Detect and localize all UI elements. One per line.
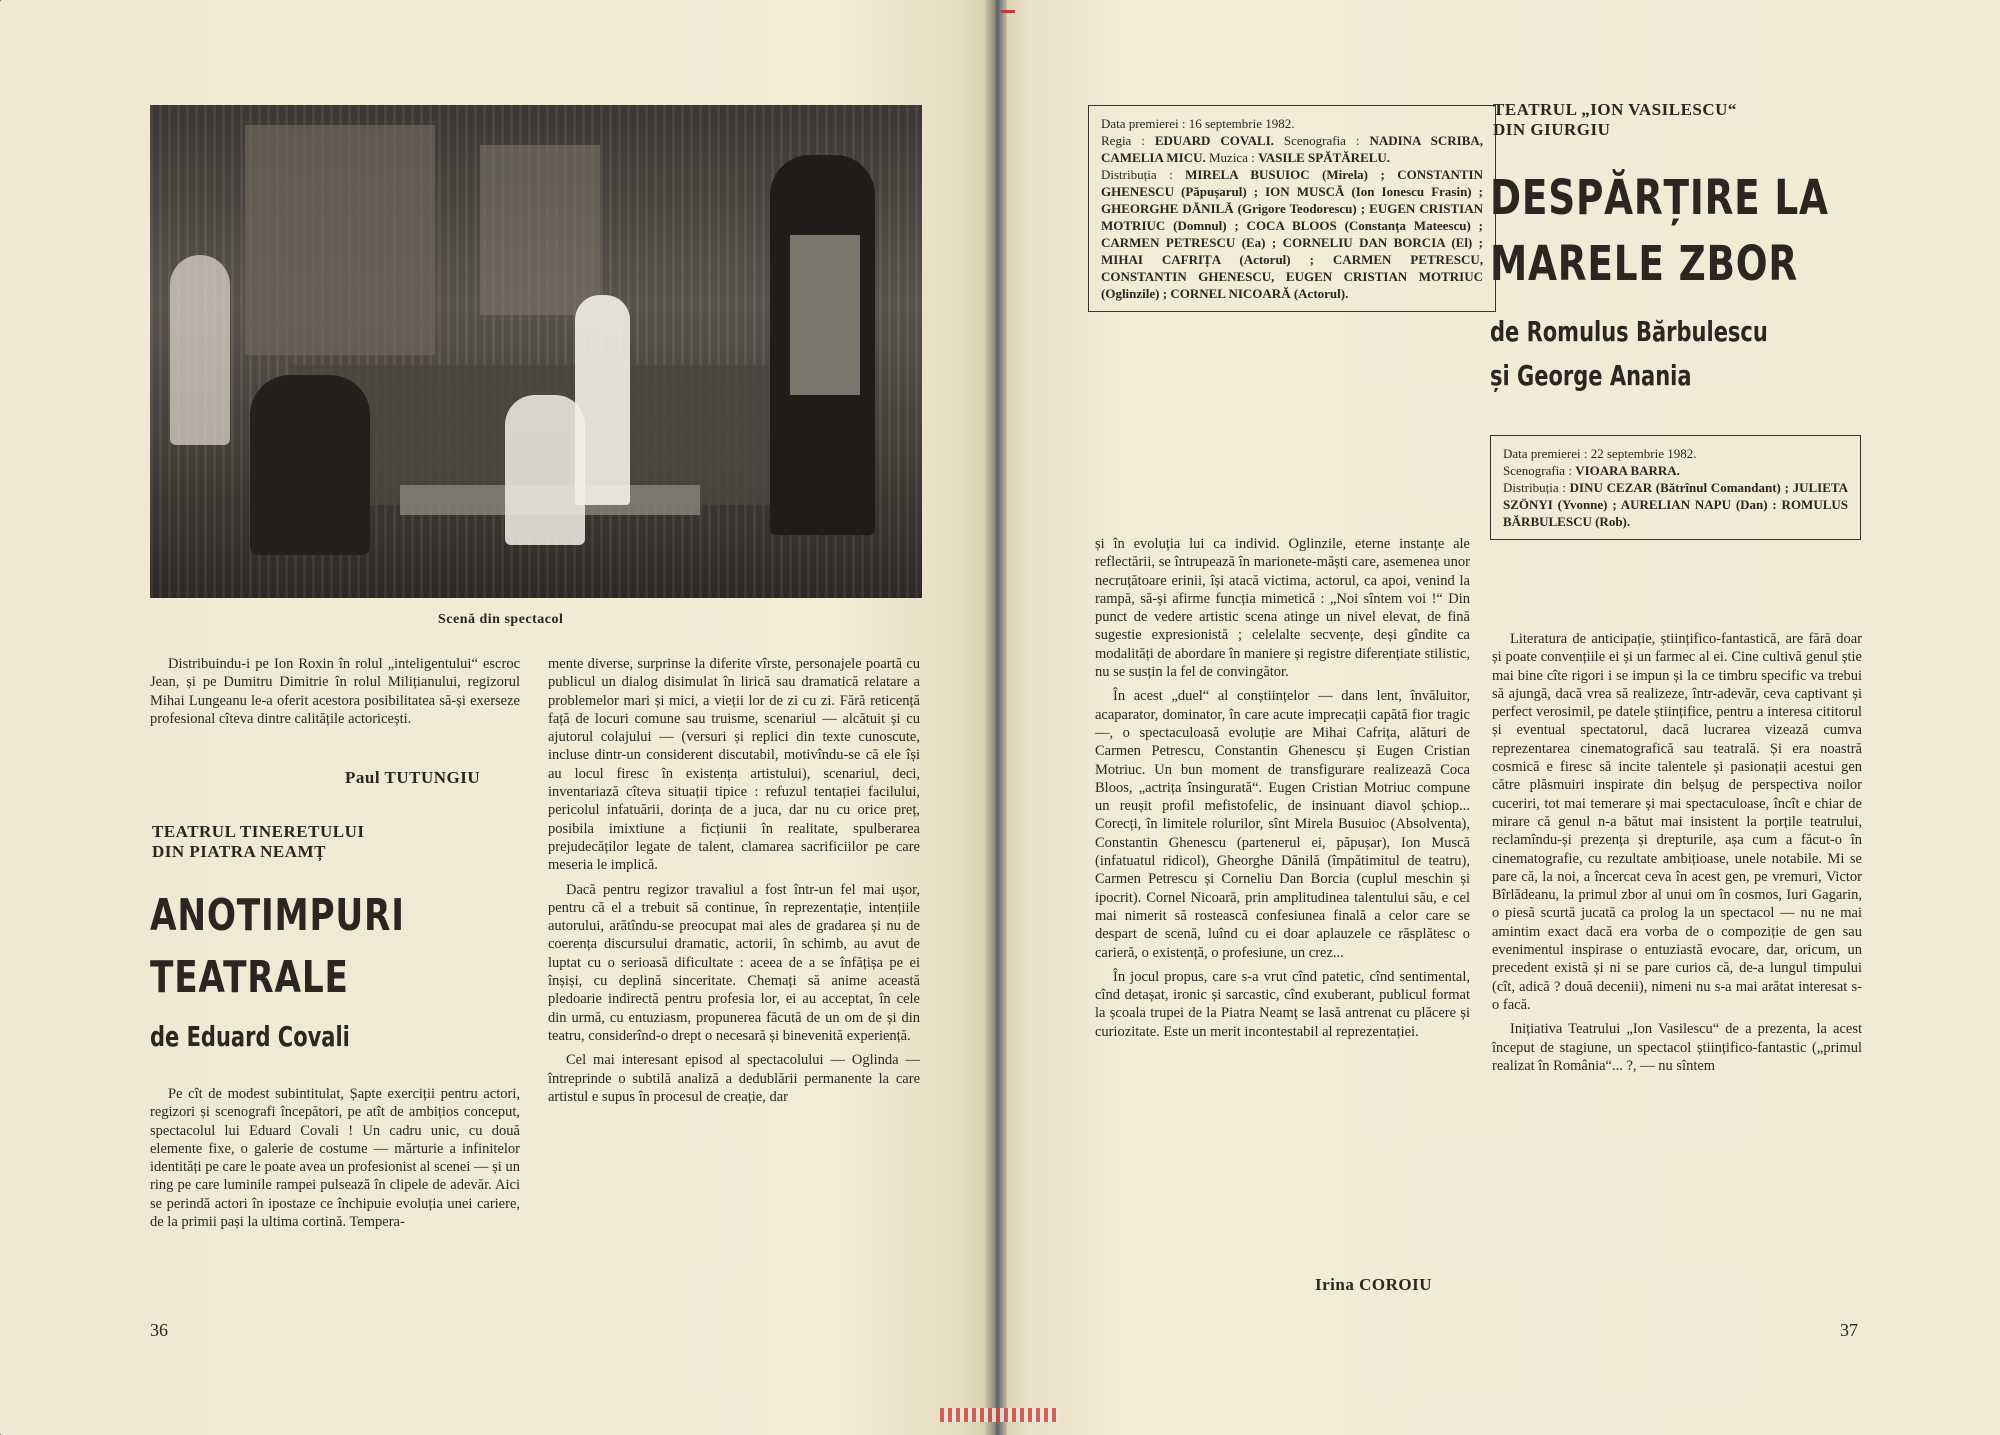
article2-column [1492,630,1862,1081]
title-line-1: ANOTIMPURI [150,890,405,941]
theatre-line-2: DIN PIATRA NEAMȚ [152,842,326,861]
photo-caption: Scenă din spectacol [438,612,564,627]
theatre-line-1: TEATRUL TINERETULUI [152,822,365,841]
previous-review-text [150,655,520,734]
byline2-line-1: de Romulus Bărbulescu [1490,315,1768,348]
title2-line-1: DESPĂRȚIRE LA [1490,170,1829,226]
right-page [1000,0,2000,1435]
column-a-paragraph-3: În jocul propus, care s-a vrut cînd patetic, cînd sentimental, cînd detașat, ironic și sarcastic, cînd exuberant, publicul format la școala trupei de la Piatra Neamț se lasă antrenat cu plăcere și curiozitate. Este un merit incontestabil al reprezentației. [1095,968,1470,1040]
page-number-right: 37 [1840,1320,1858,1340]
review-author: Irina COROIU [1315,1275,1432,1294]
scene-photo [150,105,922,598]
credits-cast: Distribuția : MIRELA BUSUIOC (Mirela) ; CONSTANTIN GHENESCU (Păpușarul) ; ION MUSCĂ (Ion Ionescu Frasin) ; GHEORGHE DĂNILĂ (Grigore Teodorescu) ; EUGEN CRISTIAN MOTRIUC (Domnul) ; COCA BLOOS (Constanța Mateescu) ; CARMEN PETRESCU (Ea) ; CORNELIU DAN BORCIA (El) ; MIHAI CAFRIȚA (Actorul) ; CARMEN PETRESCU, CONSTANTIN GHENESCU, EUGEN CRISTIAN MOTRIUC (Oglinzile) ; CORNEL NICOARĂ (Actorul). [1101,167,1483,301]
column-a-paragraph-1: și în evoluția lui ca individ. Oglinzile, eterne instanțe ale reflectării, se întrupează în marionete-măști care, asemenea unor necruțătoare erinii, își atacă victima, actorul, ca apoi, venind la rampă, să-și afirme funcția mimetică : „Noi sîntem voi !“ Din punct de vedere artistic scena atinge un nivel elevat, de fină sugestie expresionistă ; celelalte secvențe, deși gîndite ca modalități de abordare în maniere și registre diferențiate stilistic, nu se susțin la fel de convingător. [1095,536,1470,681]
article-theatre-heading [152,822,364,862]
book-gutter [985,0,1007,1435]
article-column-1 [150,1085,520,1237]
previous-review-author: Paul TUTUNGIU [345,768,481,787]
title-line-2: TEATRALE [150,952,349,1003]
previous-review-paragraph: Distribuindu-i pe Ion Roxin în rolul „inteligentului“ escroc Jean, și pe Dumitru Dimitrie în rolul Milițianului, regizorul Mihai Lungeanu le-a oferit acestora posibilitatea să-și exerseze profesional cîteva dintre calitățile actoricești. [150,656,520,727]
article2-paragraph-1: Literatura de anticipație, științifico-fantastică, are fără doar și poate convențiile ei și un farmec al ei. Cine cultivă genul știe mai bine cîte rigori i se impun și la ce timbru specific va trebui să ajungă, dacă vrea să realizeze, într-adevăr, ceva captivant și perfect verosimil, pe datele științifice, pentru a interesa cititorul și eventual spectatorul, dacă lucrarea vizează cumva reprezentarea cinematografică sau teatrală. Și era noastră cosmică e firesc să incite talentele și pasionații acestui gen către plăsmuiri inspirate din belșug de perspectiva noilor cuceriri, tot mai temerare și mai spectaculoase, încît e chiar de mirare că genul n-a bătut mai insistent la porțile teatrului, reclamîndu-și prezența și drepturile, așa cum a făcut-o în cinematografie, cu rezultate ambițioase, unele notabile. Mi se pare că, la noi, a încercat ceva în acest gen, pe vremuri, Victor Bîrlădeanu, la primul zbor al unui om în cosmos, Iuri Gagarin, o piesă scurtă jucată ca prolog la un spectacol — nu ne mai amintim exact dacă era vorba de o compoziție de gen sau evenimentul inspirase o entuziastă evocare, dar, oricum, un precedent există și ni se pare curios că, de-a lungul timpului (cît, adică ? două decenii), nimeni nu s-a mai arătat interesat s-o facă. [1492,631,1862,1013]
column-1-paragraph: Pe cît de modest subintitulat, Șapte exerciții pentru actori, regizori și scenografi începători, pe atît de ambițios conceput, spectacolul lui Eduard Covali ! Un cadru unic, cu două elemente fixe, o galerie de costume — mărturie a infinitelor identități pe care le poate avea un profesionist al scenei — și un ring pe care luminile rampei pulsează în clipele de adevăr. Aici se perindă actori în ipostaze ce închipuie evoluția unei cariere, de la primii pași la ultima cortină. Tempera- [150,1086,520,1231]
column-2-paragraph-3: Cel mai interesant episod al spectacolului — Oglinda — întreprinde o subtilă analiză a dedublării permanente la care artistul e supus în procesul de creație, dar [548,1052,920,1105]
credits-regia: Regia : EDUARD COVALI. Scenografia : NADINA SCRIBA, CAMELIA MICU. Muzica : VASILE SPĂTĂRELU. [1101,133,1484,165]
article-title [150,885,405,1009]
column-a-paragraph-2: În acest „duel“ al conștiințelor — dans lent, învăluitor, acaparator, dominator, în care acute imprecații capătă fior tragic —, o spectaculoasă evoluție are Mihai Cafrița, alături de Carmen Petrescu, Constantin Ghenescu și Eugen Cristian Motriuc. Un bun moment de transfigurare realizează Coca Bloos, „actrița însingurată“. Eugen Cristian Motriuc compune un reușit profil mefistofelic, de insinuant diavol șchiop... Corecți, în limitele rolurilor, sînt Mirela Busuioc (Absolventa), Constantin Ghenescu (partenerul ei, păpușar), Ion Muscă (infatuatul ridicol), Gheorghe Dănilă (împătimitul de teatru), Carmen Petrescu și Corneliu Dan Borcia (cuplul meschin și ipocrit). Cornel Nicoară, prin amplitudinea talentului său, e cel mai nimerit să rostească confesiunea finală a celor care se despart de scenă, luînd cu ei doar aplauzele ce răsplătesc o carieră, o existență, o profesiune, un crez... [1095,688,1470,961]
column-2-paragraph-1: mente diverse, surprinse la diferite vîrste, personajele poartă cu publicul un dialog disimulat în lirică sau dramatică relatare a problemelor mari și mici, a vieții lor de zi cu zi. Fără reticență față de locuri comune sau truisme, scenariul — alcătuit și cu ajutorul colajului — (versuri și replici din texte cunoscute, incluse dintr-un considerent discutabil, motivîndu-se că ele își au locul firesc în existența artistului), scenariul, deci, inventariază cîteva situații tipice : refuzul tentației facilului, pericolul infatuării, dorința de a juca, dar nu cu orice preț, posibila imixtiune a ficțiunii în realitate, spulberarea prejudecăților legate de talent, clamarea sacrificiilor pe care meseria le implică. [548,656,920,874]
credits-date: Data premierei : 16 septembrie 1982. [1101,116,1295,131]
article2-byline [1490,310,1768,398]
article-column-2 [548,655,920,1112]
article2-theatre-heading [1493,100,1737,140]
article2-title [1490,165,1829,297]
credits2-date: Data premierei : 22 septembrie 1982. [1503,446,1697,461]
credits-box-1 [1088,105,1496,312]
credits2-sceno: Scenografia : VIOARA BARRA. [1503,463,1680,478]
review-column-a [1095,535,1470,1047]
left-page [0,0,992,1435]
theatre2-line-1: TEATRUL „ION VASILESCU“ [1493,100,1737,119]
column-2-paragraph-2: Dacă pentru regizor travaliul a fost într-un fel mai ușor, pentru că el a trebuit să continue, în reprezentație, intențiile autorului, arătîndu-se preocupat mai ales de gradarea și nu de coerența discursului dramatic, actorii, în schimb, au avut de luptat cu o serioasă dificultate : aceea de a se înfățișa pe ei înșiși, cu deplină sinceritate. Chemați să anime această pledoarie indirectă pentru profesia lor, ei au acceptat, în cele din urmă, cu entuziasm, propunerea făcută de un om de și din teatru, considerînd-o drept o necesară și binevenită experiență. [548,881,920,1044]
binding-cloth [940,1408,1060,1422]
article-byline: de Eduard Covali [150,1020,350,1053]
page-number-left: 36 [150,1320,168,1340]
article2-paragraph-2: Inițiativa Teatrului „Ion Vasilescu“ de a prezenta, la acest început de stagiune, un spectacol științifico-fantastic („primul realizat în România“... ?, — nu sîntem [1492,1021,1862,1074]
theatre2-line-2: DIN GIURGIU [1493,120,1611,139]
credits-box-2 [1490,435,1861,540]
credits2-cast: Distribuția : DINU CEZAR (Bătrînul Comandant) ; JULIETA SZÖNYI (Yvonne) ; AURELIAN NAPU (Dan) : ROMULUS BĂRBULESCU (Rob). [1503,480,1849,529]
byline2-line-2: și George Anania [1490,359,1692,392]
bookmark-thread [1001,10,1015,13]
title2-line-2: MARELE ZBOR [1490,236,1799,292]
